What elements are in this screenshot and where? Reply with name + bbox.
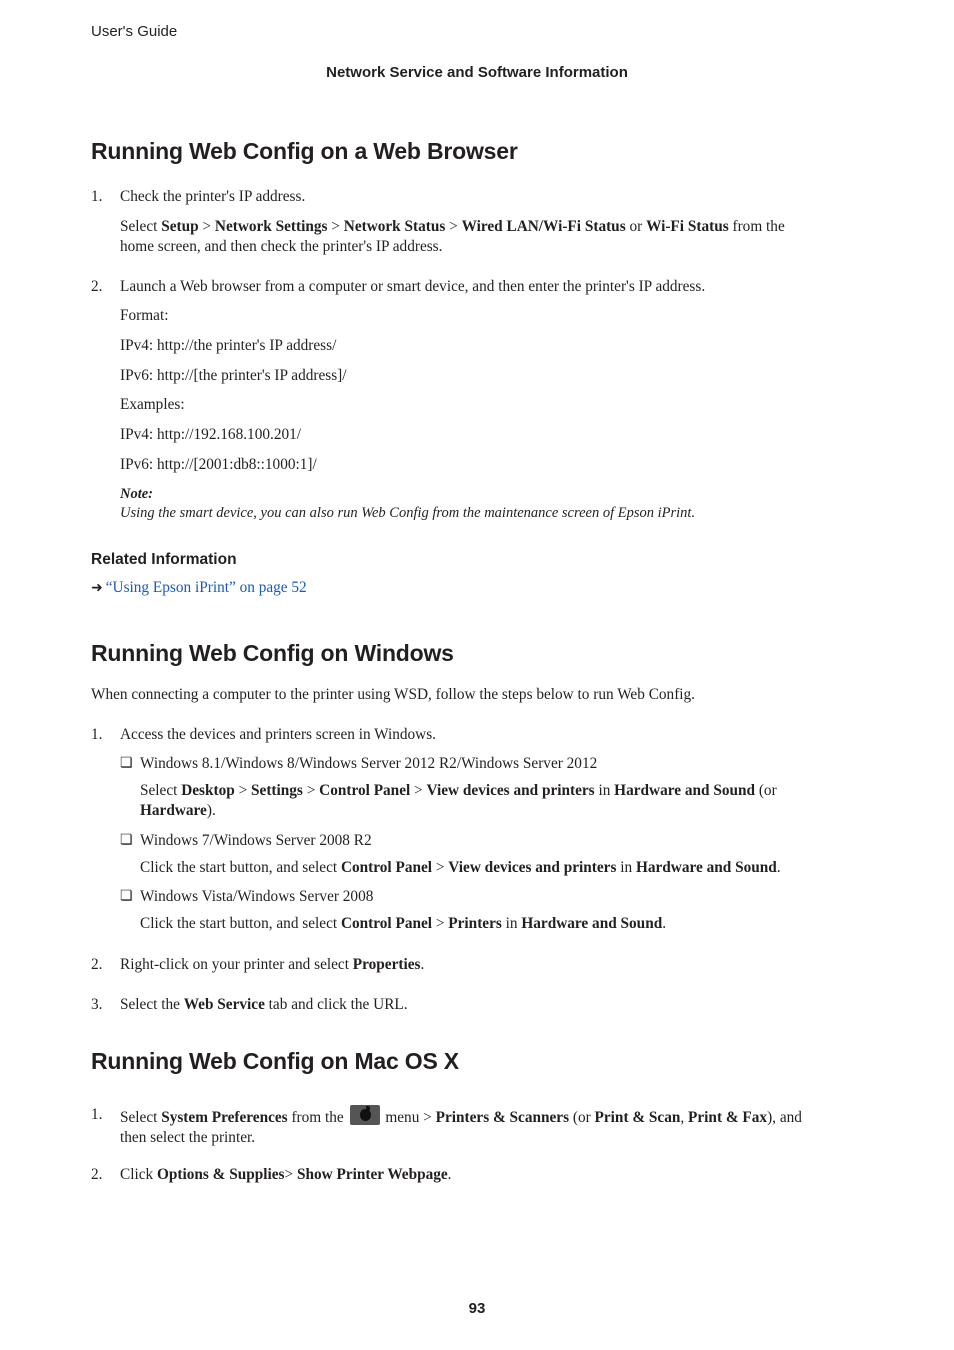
section-intro: When connecting a computer to the printer using WSD, follow the steps below to run Web Config.	[91, 686, 696, 703]
section-heading-mac: Running Web Config on Mac OS X	[91, 1048, 459, 1074]
checkbox-bullet-icon: ❏	[120, 833, 133, 848]
windows-version-instruction: Select Desktop > Settings > Control Panel > View devices and printers in Hardware and Sound (or Hardware).	[140, 782, 777, 819]
checkbox-bullet-icon: ❏	[120, 756, 133, 771]
section-heading-windows: Running Web Config on Windows	[91, 640, 454, 666]
step-number: 2.	[91, 956, 103, 973]
arrow-right-icon: ➜	[91, 581, 103, 596]
step-text: Access the devices and printers screen in Windows.	[120, 726, 436, 743]
page-number: 93	[468, 1300, 486, 1317]
ipv4-format: IPv4: http://the printer's IP address/	[120, 337, 337, 354]
step-number: 2.	[91, 278, 103, 295]
step-number: 1.	[91, 1106, 103, 1123]
step-text: Launch a Web browser from a computer or smart device, and then enter the printer's IP address.	[120, 278, 706, 295]
step-number: 3.	[91, 996, 103, 1013]
checkbox-bullet-icon: ❏	[120, 889, 133, 904]
chapter-title: Network Service and Software Information	[326, 64, 628, 81]
step-text: Select the Web Service tab and click the URL.	[120, 996, 408, 1013]
related-information-title: Related Information	[91, 551, 237, 568]
apple-menu-icon	[350, 1105, 380, 1125]
running-header: User's Guide	[91, 23, 178, 40]
step-text: Right-click on your printer and select Properties.	[120, 956, 425, 973]
note-label: Note:	[120, 486, 154, 502]
epson-iprint-link[interactable]: “Using Epson iPrint” on page 52	[105, 579, 307, 596]
ipv6-example: IPv6: http://[2001:db8::1000:1]/	[120, 456, 317, 473]
windows-version-title: Windows 8.1/Windows 8/Windows Server 2012 R2/Windows Server 2012	[140, 755, 598, 772]
examples-label: Examples:	[120, 396, 185, 413]
windows-version-title: Windows 7/Windows Server 2008 R2	[140, 832, 372, 849]
step-detail: Select Setup > Network Settings > Network Status > Wired LAN/Wi-Fi Status or Wi-Fi Status from the home screen, and then check the printer's IP address.	[120, 218, 785, 255]
step-text: Select System Preferences from the menu > Printers & Scanners (or Print & Scan, Print & Fax), and then select the printer.	[120, 1105, 840, 1148]
step-number: 1.	[91, 726, 103, 743]
step-text: Click Options & Supplies> Show Printer Webpage.	[120, 1166, 452, 1183]
section-heading-web-browser: Running Web Config on a Web Browser	[91, 138, 518, 164]
step-number: 2.	[91, 1166, 103, 1183]
windows-version-instruction: Click the start button, and select Control Panel > View devices and printers in Hardware and Sound.	[140, 859, 781, 876]
windows-version-instruction: Click the start button, and select Control Panel > Printers in Hardware and Sound.	[140, 915, 667, 932]
ipv4-example: IPv4: http://192.168.100.201/	[120, 426, 302, 443]
related-link-row	[91, 578, 307, 599]
ipv6-format: IPv6: http://[the printer's IP address]/	[120, 367, 347, 384]
windows-version-title: Windows Vista/Windows Server 2008	[140, 888, 374, 905]
step-text: Check the printer's IP address.	[120, 188, 306, 205]
note-text: Using the smart device, you can also run Web Config from the maintenance screen of Epson iPrint.	[120, 505, 696, 521]
format-label: Format:	[120, 307, 169, 324]
step-number: 1.	[91, 188, 103, 205]
